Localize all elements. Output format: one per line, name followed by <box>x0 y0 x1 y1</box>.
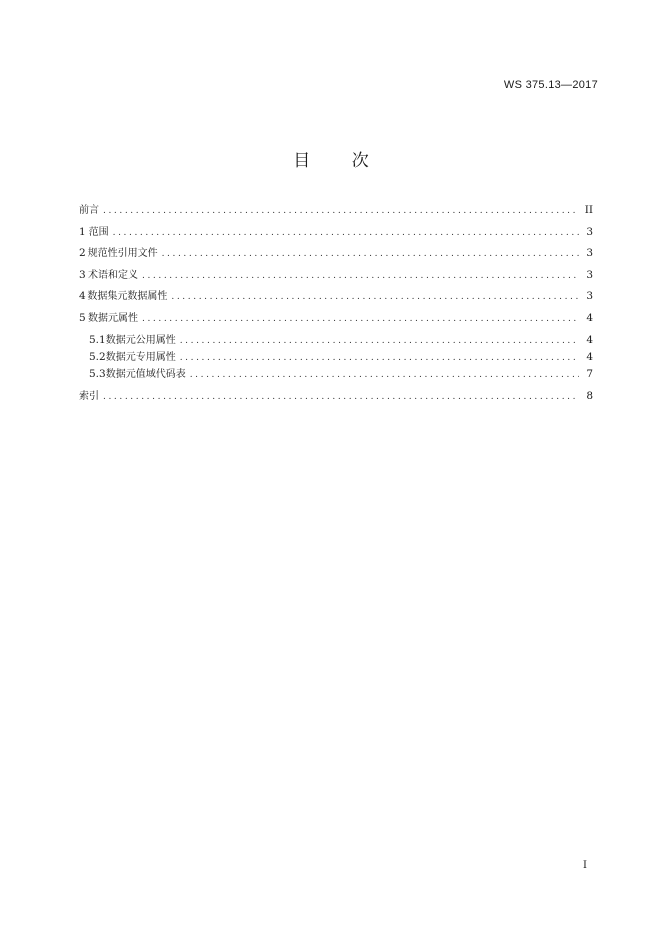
toc-leader <box>180 333 579 350</box>
table-of-contents <box>79 200 593 407</box>
toc-entry-page: 4 <box>586 311 593 324</box>
toc-leader <box>190 367 579 384</box>
page-number: I <box>583 860 587 871</box>
toc-entry-number: 5.1 <box>89 333 106 346</box>
toc-entry-label: 数据元专用属性 <box>105 351 176 363</box>
toc-entry-page: 3 <box>586 268 593 281</box>
toc-entry-page: 8 <box>586 389 593 402</box>
standard-code: WS 375.13—2017 <box>503 79 598 91</box>
toc-entry-number: 3 <box>79 268 86 281</box>
toc-title: 目 次 <box>293 151 387 171</box>
toc-entry-label: 索引 <box>79 390 99 402</box>
toc-leader <box>142 266 579 288</box>
toc-entry-page: 7 <box>586 367 593 380</box>
toc-leader <box>171 287 579 309</box>
toc-leader <box>103 201 579 223</box>
toc-entry-page: 4 <box>586 333 593 346</box>
toc-entry-page: 3 <box>586 225 593 238</box>
toc-leader <box>162 244 579 266</box>
toc-entry-number: 2 <box>79 247 86 260</box>
toc-entry-scope[interactable] <box>79 222 593 244</box>
toc-entry-page: 4 <box>586 350 593 363</box>
toc-entry-number: 5.2 <box>89 350 106 363</box>
toc-entry-number: 5 <box>79 311 86 324</box>
toc-entry-page: II <box>584 204 593 216</box>
toc-entry-label: 术语和定义 <box>88 269 138 281</box>
toc-entry-label: 数据元值域代码表 <box>105 368 186 380</box>
toc-entry-foreword[interactable] <box>79 200 593 222</box>
toc-entry-page: 3 <box>586 247 593 260</box>
toc-entry-normative-references[interactable] <box>79 243 593 265</box>
toc-leader <box>142 309 579 331</box>
toc-entry-label: 数据元公用属性 <box>105 334 176 346</box>
toc-leader <box>103 387 579 409</box>
toc-entry-number: 4 <box>79 290 86 303</box>
toc-leader <box>113 223 579 245</box>
toc-entry-label: 数据元属性 <box>88 312 138 324</box>
toc-entry-specific-attributes[interactable] <box>79 349 593 366</box>
toc-entry-label: 规范性引用文件 <box>87 248 158 260</box>
toc-entry-dataset-metadata[interactable] <box>79 286 593 308</box>
toc-leader <box>180 350 579 367</box>
toc-entry-index[interactable] <box>79 386 593 408</box>
toc-entry-terms[interactable] <box>79 265 593 287</box>
toc-entry-label: 前言 <box>79 205 99 216</box>
toc-entry-number: 5.3 <box>89 367 106 380</box>
toc-entry-page: 3 <box>586 290 593 303</box>
toc-entry-label: 数据集元数据属性 <box>87 291 168 303</box>
toc-entry-data-element-attributes[interactable] <box>79 308 593 330</box>
toc-entry-code-tables[interactable] <box>79 366 593 383</box>
toc-entry-common-attributes[interactable] <box>79 332 593 349</box>
toc-entry-label: 范围 <box>88 226 109 238</box>
toc-entry-number: 1 <box>79 225 86 238</box>
